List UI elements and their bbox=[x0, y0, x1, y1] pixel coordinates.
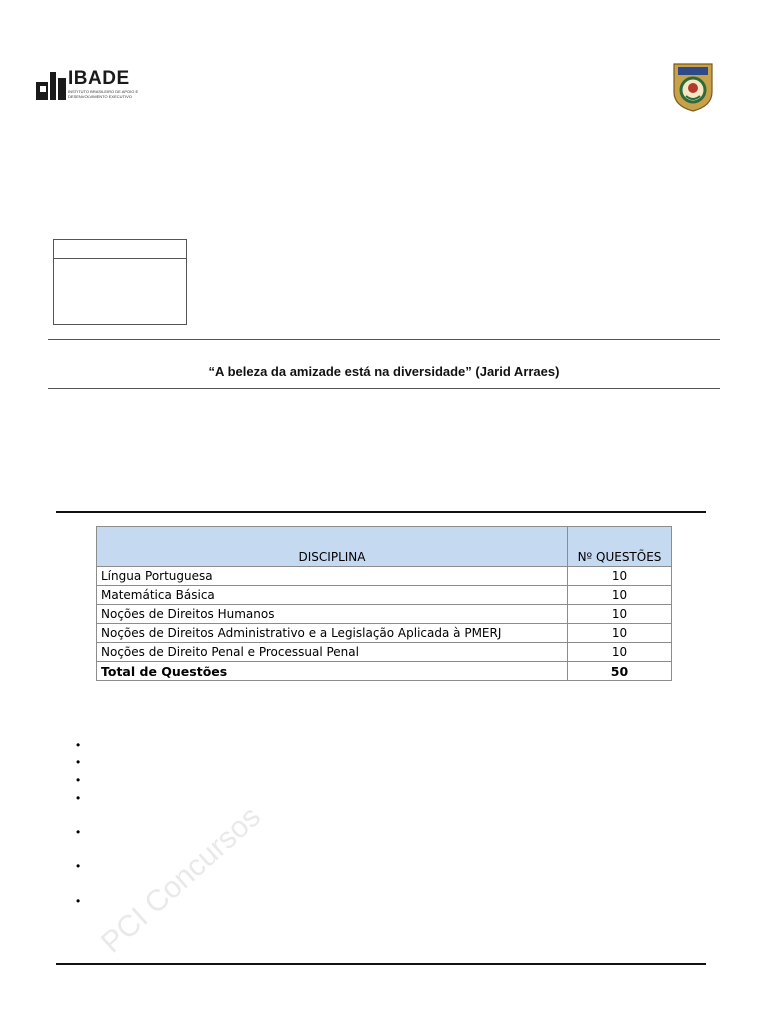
bullet-point: • bbox=[76, 859, 81, 873]
count-cell: 10 bbox=[568, 643, 672, 662]
header-discipline: DISCIPLINA bbox=[97, 527, 568, 567]
bullet-point: • bbox=[76, 825, 81, 839]
subjects-table bbox=[96, 526, 672, 681]
table-row bbox=[97, 586, 672, 605]
count-cell: 10 bbox=[568, 624, 672, 643]
bullet-point: • bbox=[76, 791, 81, 805]
bullet-point: • bbox=[76, 755, 81, 769]
ibade-mark-icon bbox=[36, 72, 66, 100]
table-row bbox=[97, 567, 672, 586]
ibade-logo bbox=[36, 70, 146, 102]
count-cell: 10 bbox=[568, 567, 672, 586]
table-row bbox=[97, 624, 672, 643]
section-rule-top bbox=[56, 511, 706, 513]
count-cell: 10 bbox=[568, 605, 672, 624]
box-divider bbox=[54, 258, 186, 259]
table-header-row bbox=[97, 527, 672, 567]
subject-cell: Noções de Direito Penal e Processual Penal bbox=[97, 643, 568, 662]
pmerj-shield-icon bbox=[672, 62, 714, 112]
ibade-subtitle: INSTITUTO BRASILEIRO DE APOIO E DESENVOLVIMENTO EXECUTIVO bbox=[68, 89, 139, 99]
bullet-point: • bbox=[76, 894, 81, 908]
header-question-count: Nº QUESTÕES bbox=[568, 527, 672, 567]
section-rule-bottom bbox=[56, 963, 706, 965]
total-label: Total de Questões bbox=[97, 662, 568, 681]
bullet-point: • bbox=[76, 773, 81, 787]
count-cell: 10 bbox=[568, 586, 672, 605]
subject-cell: Noções de Direitos Humanos bbox=[97, 605, 568, 624]
divider-bottom bbox=[48, 388, 720, 389]
divider-top bbox=[48, 339, 720, 340]
subject-cell: Língua Portuguesa bbox=[97, 567, 568, 586]
table-row bbox=[97, 643, 672, 662]
subject-cell: Noções de Direitos Administrativo e a Legislação Aplicada à PMERJ bbox=[97, 624, 568, 643]
watermark: PCI Concursos bbox=[95, 800, 268, 960]
candidate-info-box bbox=[53, 239, 187, 325]
ibade-name: IBADE bbox=[68, 68, 130, 89]
bullet-point: • bbox=[76, 738, 81, 752]
subject-cell: Matemática Básica bbox=[97, 586, 568, 605]
table-row bbox=[97, 605, 672, 624]
table-total-row bbox=[97, 662, 672, 681]
epigraph-quote: “A beleza da amizade está na diversidade” (Jarid Arraes) bbox=[208, 364, 560, 379]
total-count: 50 bbox=[568, 662, 672, 681]
pmerj-emblem bbox=[672, 62, 714, 112]
